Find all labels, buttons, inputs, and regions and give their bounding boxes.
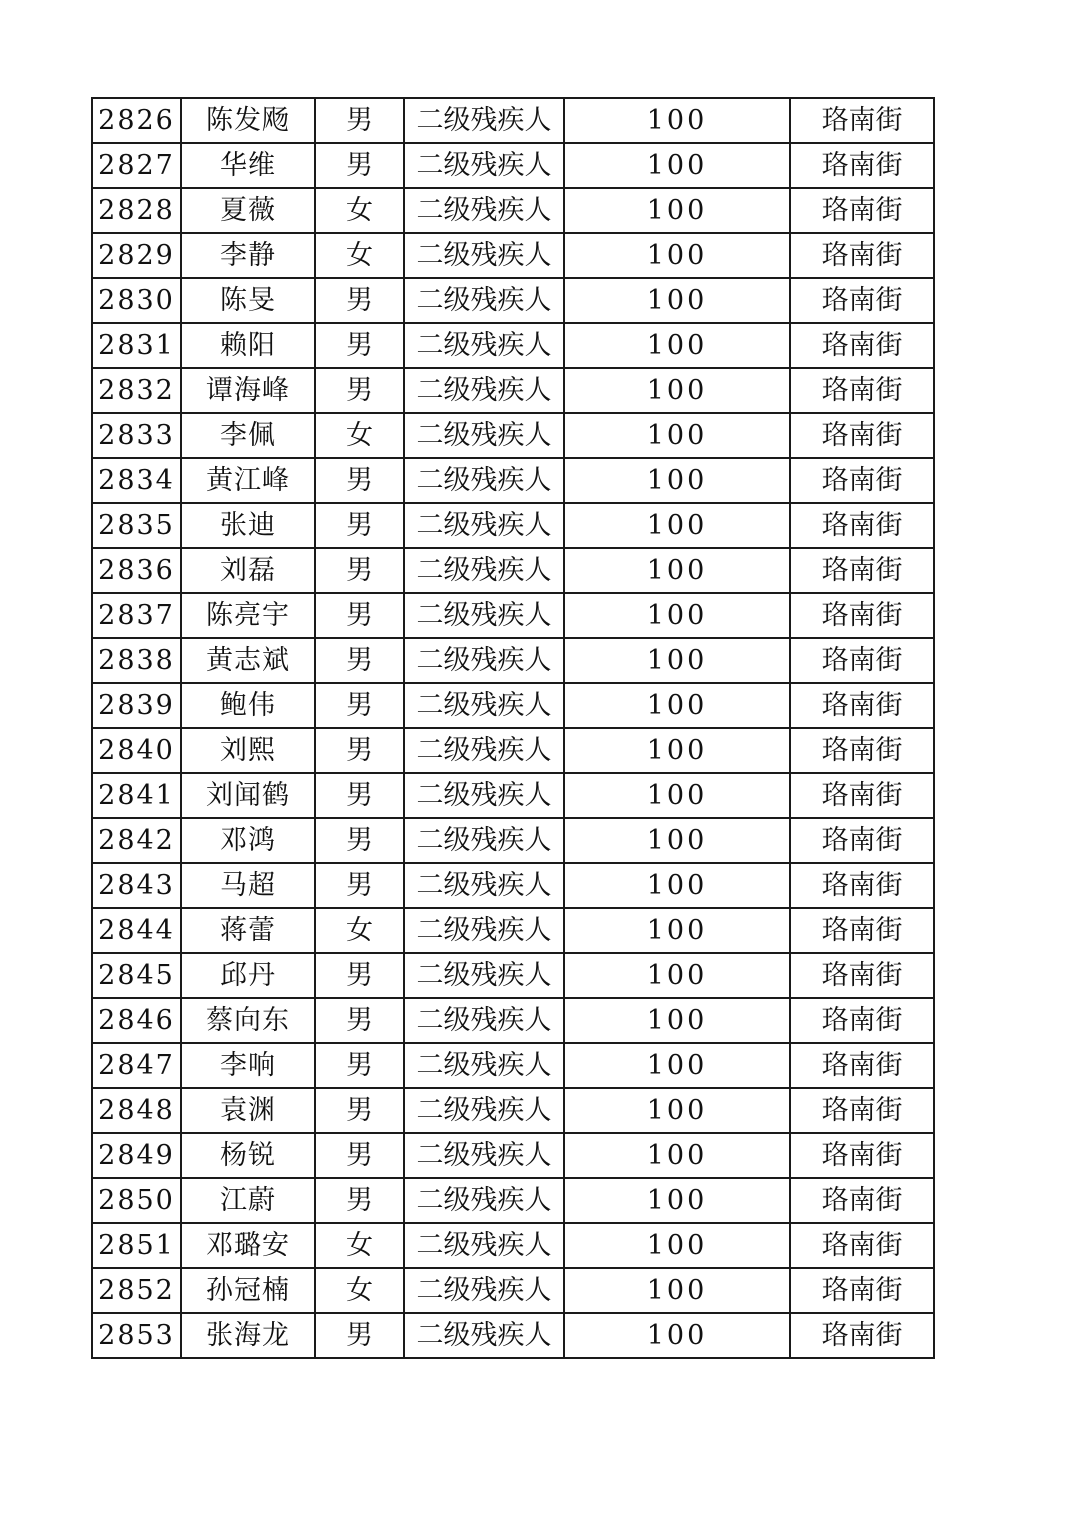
disability-level-cell: 二级残疾人: [404, 413, 564, 458]
gender-cell: 男: [315, 1178, 404, 1223]
amount-cell: 100: [564, 233, 790, 278]
table-row: [92, 1223, 934, 1268]
disability-level-cell: 二级残疾人: [404, 728, 564, 773]
amount-cell: 100: [564, 863, 790, 908]
street-cell: 珞南街: [790, 458, 934, 503]
amount-cell: 100: [564, 1178, 790, 1223]
amount-cell: 100: [564, 593, 790, 638]
disability-level-cell: 二级残疾人: [404, 143, 564, 188]
disability-level-cell: 二级残疾人: [404, 548, 564, 593]
name-cell: 蒋蕾: [181, 908, 315, 953]
row-number-cell: 2837: [92, 593, 181, 638]
disability-level-cell: 二级残疾人: [404, 503, 564, 548]
gender-cell: 男: [315, 278, 404, 323]
row-number-cell: 2839: [92, 683, 181, 728]
amount-cell: 100: [564, 908, 790, 953]
disability-level-cell: 二级残疾人: [404, 278, 564, 323]
name-cell: 黄江峰: [181, 458, 315, 503]
disability-level-cell: 二级残疾人: [404, 1043, 564, 1088]
row-number-cell: 2852: [92, 1268, 181, 1313]
street-cell: 珞南街: [790, 953, 934, 998]
disability-level-cell: 二级残疾人: [404, 1313, 564, 1358]
table-row: [92, 953, 934, 998]
amount-cell: 100: [564, 953, 790, 998]
street-cell: 珞南街: [790, 998, 934, 1043]
street-cell: 珞南街: [790, 143, 934, 188]
disability-level-cell: 二级残疾人: [404, 233, 564, 278]
disability-level-cell: 二级残疾人: [404, 908, 564, 953]
gender-cell: 男: [315, 1313, 404, 1358]
gender-cell: 男: [315, 683, 404, 728]
street-cell: 珞南街: [790, 1133, 934, 1178]
table-row: [92, 1133, 934, 1178]
row-number-cell: 2831: [92, 323, 181, 368]
amount-cell: 100: [564, 1088, 790, 1133]
amount-cell: 100: [564, 188, 790, 233]
street-cell: 珞南街: [790, 1178, 934, 1223]
row-number-cell: 2832: [92, 368, 181, 413]
row-number-cell: 2847: [92, 1043, 181, 1088]
street-cell: 珞南街: [790, 863, 934, 908]
table-row: [92, 1313, 934, 1358]
name-cell: 张迪: [181, 503, 315, 548]
disability-level-cell: 二级残疾人: [404, 1133, 564, 1178]
row-number-cell: 2828: [92, 188, 181, 233]
street-cell: 珞南街: [790, 323, 934, 368]
street-cell: 珞南街: [790, 413, 934, 458]
row-number-cell: 2844: [92, 908, 181, 953]
gender-cell: 男: [315, 98, 404, 143]
name-cell: 孙冠楠: [181, 1268, 315, 1313]
street-cell: 珞南街: [790, 1268, 934, 1313]
disability-level-cell: 二级残疾人: [404, 998, 564, 1043]
name-cell: 杨锐: [181, 1133, 315, 1178]
name-cell: 赖阳: [181, 323, 315, 368]
name-cell: 鲍伟: [181, 683, 315, 728]
amount-cell: 100: [564, 368, 790, 413]
row-number-cell: 2843: [92, 863, 181, 908]
row-number-cell: 2838: [92, 638, 181, 683]
gender-cell: 男: [315, 548, 404, 593]
table-row: [92, 368, 934, 413]
street-cell: 珞南街: [790, 278, 934, 323]
gender-cell: 男: [315, 773, 404, 818]
name-cell: 黄志斌: [181, 638, 315, 683]
disability-level-cell: 二级残疾人: [404, 953, 564, 998]
row-number-cell: 2845: [92, 953, 181, 998]
street-cell: 珞南街: [790, 728, 934, 773]
name-cell: 李佩: [181, 413, 315, 458]
row-number-cell: 2841: [92, 773, 181, 818]
street-cell: 珞南街: [790, 1043, 934, 1088]
disability-level-cell: 二级残疾人: [404, 1223, 564, 1268]
table-row: [92, 728, 934, 773]
row-number-cell: 2846: [92, 998, 181, 1043]
table-row: [92, 818, 934, 863]
gender-cell: 女: [315, 1268, 404, 1313]
street-cell: 珞南街: [790, 188, 934, 233]
row-number-cell: 2842: [92, 818, 181, 863]
street-cell: 珞南街: [790, 1313, 934, 1358]
gender-cell: 女: [315, 413, 404, 458]
table-row: [92, 998, 934, 1043]
disability-level-cell: 二级残疾人: [404, 368, 564, 413]
name-cell: 邓璐安: [181, 1223, 315, 1268]
name-cell: 陈亮宇: [181, 593, 315, 638]
table-row: [92, 548, 934, 593]
disability-level-cell: 二级残疾人: [404, 1178, 564, 1223]
name-cell: 张海龙: [181, 1313, 315, 1358]
gender-cell: 女: [315, 188, 404, 233]
amount-cell: 100: [564, 728, 790, 773]
name-cell: 夏薇: [181, 188, 315, 233]
name-cell: 马超: [181, 863, 315, 908]
disability-level-cell: 二级残疾人: [404, 773, 564, 818]
name-cell: 刘熙: [181, 728, 315, 773]
name-cell: 邓鸿: [181, 818, 315, 863]
amount-cell: 100: [564, 323, 790, 368]
disability-level-cell: 二级残疾人: [404, 458, 564, 503]
street-cell: 珞南街: [790, 98, 934, 143]
gender-cell: 男: [315, 863, 404, 908]
name-cell: 蔡向东: [181, 998, 315, 1043]
roster-table: [91, 97, 935, 1359]
gender-cell: 男: [315, 368, 404, 413]
row-number-cell: 2827: [92, 143, 181, 188]
name-cell: 刘磊: [181, 548, 315, 593]
name-cell: 邱丹: [181, 953, 315, 998]
name-cell: 袁渊: [181, 1088, 315, 1133]
gender-cell: 男: [315, 818, 404, 863]
name-cell: 谭海峰: [181, 368, 315, 413]
street-cell: 珞南街: [790, 1088, 934, 1133]
row-number-cell: 2829: [92, 233, 181, 278]
street-cell: 珞南街: [790, 908, 934, 953]
row-number-cell: 2835: [92, 503, 181, 548]
disability-level-cell: 二级残疾人: [404, 818, 564, 863]
table-row: [92, 908, 934, 953]
amount-cell: 100: [564, 548, 790, 593]
gender-cell: 男: [315, 728, 404, 773]
amount-cell: 100: [564, 773, 790, 818]
table-row: [92, 593, 934, 638]
table-row: [92, 458, 934, 503]
row-number-cell: 2849: [92, 1133, 181, 1178]
gender-cell: 男: [315, 1043, 404, 1088]
name-cell: 刘闻鹤: [181, 773, 315, 818]
street-cell: 珞南街: [790, 1223, 934, 1268]
street-cell: 珞南街: [790, 593, 934, 638]
gender-cell: 女: [315, 1223, 404, 1268]
table-row: [92, 233, 934, 278]
gender-cell: 男: [315, 638, 404, 683]
name-cell: 华维: [181, 143, 315, 188]
disability-level-cell: 二级残疾人: [404, 1088, 564, 1133]
street-cell: 珞南街: [790, 368, 934, 413]
disability-level-cell: 二级残疾人: [404, 98, 564, 143]
amount-cell: 100: [564, 143, 790, 188]
amount-cell: 100: [564, 1133, 790, 1178]
amount-cell: 100: [564, 458, 790, 503]
amount-cell: 100: [564, 413, 790, 458]
row-number-cell: 2834: [92, 458, 181, 503]
amount-cell: 100: [564, 638, 790, 683]
row-number-cell: 2848: [92, 1088, 181, 1133]
gender-cell: 男: [315, 143, 404, 188]
amount-cell: 100: [564, 998, 790, 1043]
table-row: [92, 188, 934, 233]
row-number-cell: 2851: [92, 1223, 181, 1268]
roster-table-body: [92, 98, 934, 1358]
table-row: [92, 773, 934, 818]
table-row: [92, 323, 934, 368]
name-cell: 陈旻: [181, 278, 315, 323]
row-number-cell: 2840: [92, 728, 181, 773]
gender-cell: 男: [315, 1133, 404, 1178]
table-row: [92, 98, 934, 143]
amount-cell: 100: [564, 818, 790, 863]
name-cell: 江蔚: [181, 1178, 315, 1223]
amount-cell: 100: [564, 1223, 790, 1268]
gender-cell: 男: [315, 953, 404, 998]
disability-level-cell: 二级残疾人: [404, 683, 564, 728]
gender-cell: 男: [315, 503, 404, 548]
disability-level-cell: 二级残疾人: [404, 1268, 564, 1313]
row-number-cell: 2830: [92, 278, 181, 323]
disability-level-cell: 二级残疾人: [404, 188, 564, 233]
gender-cell: 男: [315, 1088, 404, 1133]
row-number-cell: 2853: [92, 1313, 181, 1358]
table-row: [92, 278, 934, 323]
table-row: [92, 638, 934, 683]
amount-cell: 100: [564, 1313, 790, 1358]
street-cell: 珞南街: [790, 683, 934, 728]
gender-cell: 男: [315, 998, 404, 1043]
street-cell: 珞南街: [790, 548, 934, 593]
name-cell: 李响: [181, 1043, 315, 1088]
amount-cell: 100: [564, 683, 790, 728]
amount-cell: 100: [564, 98, 790, 143]
disability-level-cell: 二级残疾人: [404, 323, 564, 368]
table-row: [92, 413, 934, 458]
amount-cell: 100: [564, 503, 790, 548]
street-cell: 珞南街: [790, 773, 934, 818]
table-row: [92, 143, 934, 188]
table-row: [92, 503, 934, 548]
table-row: [92, 683, 934, 728]
street-cell: 珞南街: [790, 233, 934, 278]
table-row: [92, 1043, 934, 1088]
row-number-cell: 2833: [92, 413, 181, 458]
table-row: [92, 1178, 934, 1223]
row-number-cell: 2836: [92, 548, 181, 593]
street-cell: 珞南街: [790, 638, 934, 683]
street-cell: 珞南街: [790, 818, 934, 863]
gender-cell: 男: [315, 458, 404, 503]
name-cell: 陈发飏: [181, 98, 315, 143]
gender-cell: 女: [315, 233, 404, 278]
disability-level-cell: 二级残疾人: [404, 863, 564, 908]
disability-level-cell: 二级残疾人: [404, 593, 564, 638]
amount-cell: 100: [564, 278, 790, 323]
street-cell: 珞南街: [790, 503, 934, 548]
disability-level-cell: 二级残疾人: [404, 638, 564, 683]
name-cell: 李静: [181, 233, 315, 278]
gender-cell: 女: [315, 908, 404, 953]
gender-cell: 男: [315, 323, 404, 368]
table-row: [92, 1088, 934, 1133]
amount-cell: 100: [564, 1043, 790, 1088]
gender-cell: 男: [315, 593, 404, 638]
row-number-cell: 2850: [92, 1178, 181, 1223]
table-row: [92, 863, 934, 908]
table-row: [92, 1268, 934, 1313]
amount-cell: 100: [564, 1268, 790, 1313]
row-number-cell: 2826: [92, 98, 181, 143]
